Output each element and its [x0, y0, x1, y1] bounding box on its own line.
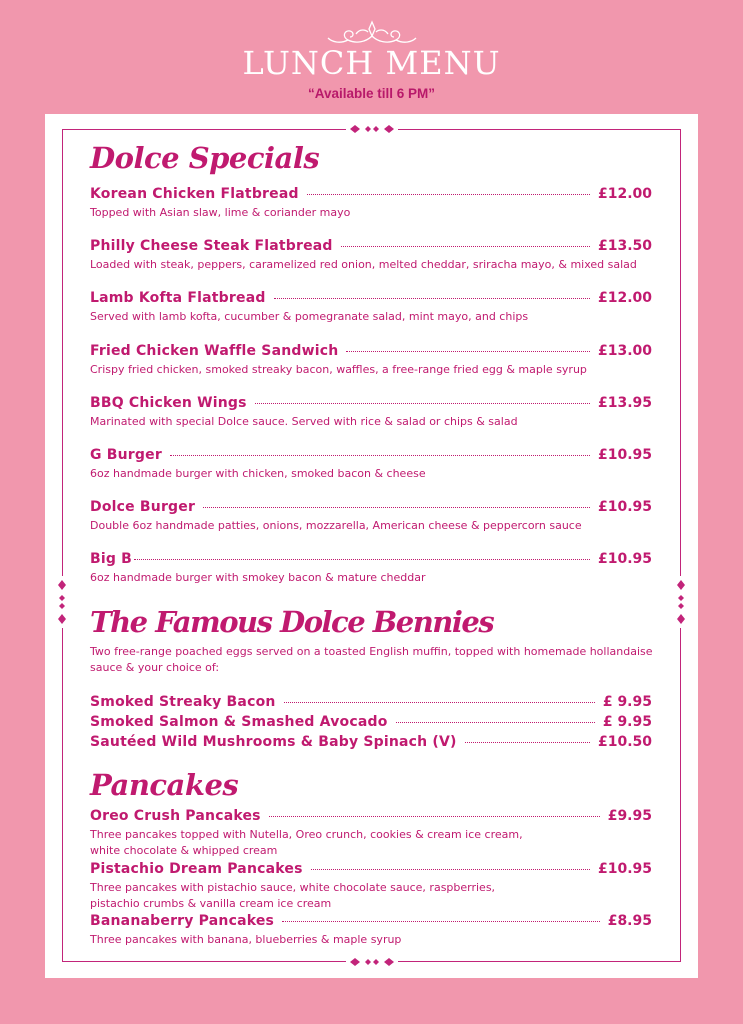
menu-title: LUNCH MENU: [242, 44, 501, 82]
menu-item: [90, 186, 652, 221]
item-name: Korean Chicken Flatbread: [90, 186, 299, 202]
menu-item: [90, 913, 652, 948]
menu-item: [90, 290, 652, 325]
item-price: £10.95: [597, 499, 652, 515]
item-price: £10.50: [597, 734, 652, 750]
item-name: Sautéed Wild Mushrooms & Baby Spinach (V): [90, 734, 457, 750]
dot-leader: [255, 403, 590, 404]
item-name: Philly Cheese Steak Flatbread: [90, 238, 333, 254]
menu-item: [90, 238, 652, 273]
diamond-ornament-icon: [56, 576, 68, 628]
item-name: G Burger: [90, 447, 162, 463]
item-name: Big B: [90, 551, 133, 567]
dot-leader: [203, 507, 590, 508]
item-name: Lamb Kofta Flatbread: [90, 290, 266, 306]
item-price: £8.95: [607, 913, 652, 929]
menu-item: [90, 694, 652, 712]
dot-leader: [396, 722, 595, 723]
item-price: £12.00: [597, 186, 652, 202]
dot-leader: [341, 246, 590, 247]
item-description: Loaded with steak, peppers, caramelized red onion, melted cheddar, sriracha mayo, & mixed salad: [90, 258, 637, 271]
item-name: Fried Chicken Waffle Sandwich: [90, 343, 339, 359]
item-price: £13.50: [597, 238, 652, 254]
menu-item: [90, 551, 652, 586]
menu-item: [90, 861, 652, 912]
dot-leader: [284, 702, 595, 703]
item-description: Three pancakes topped with Nutella, Oreo crunch, cookies & cream ice cream, white chocolate & whipped cream: [90, 828, 523, 857]
menu-header: [0, 0, 743, 112]
item-name: Pistachio Dream Pancakes: [90, 861, 303, 877]
item-price: £10.95: [597, 861, 652, 877]
item-price: £13.00: [597, 343, 652, 359]
item-description: Double 6oz handmade patties, onions, mozzarella, American cheese & peppercorn sauce: [90, 519, 582, 532]
bennies-intro: Two free-range poached eggs served on a toasted English muffin, topped with homemade hollandaise sauce & your choice of:: [90, 645, 653, 674]
diamond-ornament-icon: [346, 956, 398, 968]
item-price: £ 9.95: [602, 714, 652, 730]
item-name: Oreo Crush Pancakes: [90, 808, 261, 824]
dot-leader: [269, 816, 600, 817]
item-price: £12.00: [597, 290, 652, 306]
item-name: Smoked Salmon & Smashed Avocado: [90, 714, 388, 730]
section-title-bennies: The Famous Dolce Bennies: [90, 605, 494, 639]
item-price: £13.95: [597, 395, 652, 411]
menu-item: [90, 734, 652, 752]
diamond-ornament-icon: [346, 123, 398, 135]
menu-item: [90, 499, 652, 534]
item-name: Bananaberry Pancakes: [90, 913, 275, 929]
section-title-pancakes: Pancakes: [90, 768, 239, 802]
dot-leader: [346, 351, 590, 352]
menu-item: [90, 447, 652, 482]
item-description: 6oz handmade burger with chicken, smoked bacon & cheese: [90, 467, 426, 480]
dot-leader: [307, 194, 590, 195]
item-price: £9.95: [607, 808, 652, 824]
item-price: £ 9.95: [602, 694, 652, 710]
item-name: Smoked Streaky Bacon: [90, 694, 276, 710]
item-description: 6oz handmade burger with smokey bacon & mature cheddar: [90, 571, 426, 584]
dot-leader: [282, 921, 600, 922]
dot-leader: [274, 298, 590, 299]
item-description: Three pancakes with pistachio sauce, white chocolate sauce, raspberries, pistachio crumbs & vanilla cream ice cream: [90, 881, 496, 910]
menu-item: [90, 714, 652, 732]
item-description: Served with lamb kofta, cucumber & pomegranate salad, mint mayo, and chips: [90, 310, 529, 323]
item-description: Topped with Asian slaw, lime & coriander mayo: [90, 206, 351, 219]
availability-note: “Available till 6 PM”: [307, 86, 436, 101]
dot-leader: [465, 742, 590, 743]
item-description: Marinated with special Dolce sauce. Served with rice & salad or chips & salad: [90, 415, 518, 428]
item-description: Crispy fried chicken, smoked streaky bacon, waffles, a free-range fried egg & maple syrup: [90, 363, 587, 376]
item-price: £10.95: [597, 551, 652, 567]
item-name: BBQ Chicken Wings: [90, 395, 247, 411]
item-description: Three pancakes with banana, blueberries & maple syrup: [90, 933, 402, 946]
menu-item: [90, 343, 652, 378]
dot-leader: [311, 869, 590, 870]
item-name: Dolce Burger: [90, 499, 196, 515]
dot-leader: [134, 559, 590, 560]
section-title-specials: Dolce Specials: [90, 141, 320, 175]
dot-leader: [170, 455, 590, 456]
diamond-ornament-icon: [675, 576, 687, 628]
menu-item: [90, 395, 652, 430]
menu-item: [90, 808, 652, 859]
item-price: £10.95: [597, 447, 652, 463]
